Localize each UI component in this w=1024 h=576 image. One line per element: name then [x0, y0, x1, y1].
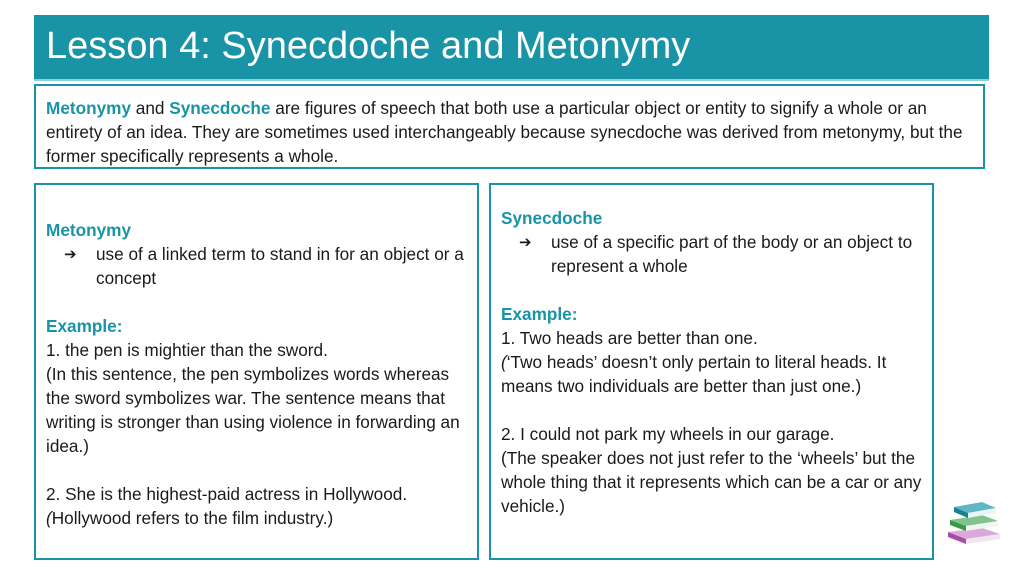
- arrow-icon: ➔: [519, 233, 532, 251]
- metonymy-example-2-note: Hollywood refers to the film industry.): [51, 508, 334, 528]
- intro-term-metonymy: Metonymy: [46, 98, 131, 118]
- metonymy-definition: use of a linked term to stand in for an object or a concept: [96, 244, 464, 288]
- synecdoche-example-1-paren: (: [501, 352, 507, 372]
- metonymy-example-2: 2. She is the highest-paid actress in Hollywood.: [46, 484, 408, 504]
- synecdoche-definition: use of a specific part of the body or an object to represent a whole: [551, 232, 913, 276]
- metonymy-definition-item: [46, 242, 467, 290]
- synecdoche-example-2-note: (The speaker does not just refer to the ‘wheels’ but the whole thing that it represents which can be a car or any vehicle.): [501, 448, 922, 516]
- synecdoche-example-2: 2. I could not park my wheels in our garage.: [501, 424, 835, 444]
- title-bar: [34, 15, 989, 81]
- synecdoche-example-1: 1. Two heads are better than one.: [501, 328, 758, 348]
- synecdoche-example-1-note: ‘Two heads’ doesn’t only pertain to literal heads. It means two individuals are better than just one.): [501, 352, 887, 396]
- metonymy-card: [34, 183, 479, 560]
- metonymy-heading: Metonymy: [46, 220, 131, 240]
- synecdoche-example-heading: Example:: [501, 304, 578, 324]
- metonymy-example-2-paren: (: [46, 508, 52, 528]
- metonymy-example-1-note: (In this sentence, the pen symbolizes words whereas the sword symbolizes war. The sentence means that writing is stronger than using violence in forwarding an idea.): [46, 364, 460, 456]
- arrow-icon: ➔: [64, 245, 77, 263]
- synecdoche-example-1-note-wrap: [501, 350, 922, 398]
- books-icon: [944, 498, 1004, 551]
- metonymy-example-heading: Example:: [46, 316, 123, 336]
- intro-joiner: and: [131, 98, 170, 118]
- intro-text: are figures of speech that both use a particular object or entity to signify a whole or an entirety of an idea. They are sometimes used interchangeably because synecdoche was derived from metonymy, but the former specifically represents a whole.: [46, 98, 963, 166]
- synecdoche-card: [489, 183, 934, 560]
- intro-term-synecdoche: Synecdoche: [169, 98, 271, 118]
- page-title: Lesson 4: Synecdoche and Metonymy: [46, 25, 691, 67]
- metonymy-example-1: 1. the pen is mightier than the sword.: [46, 340, 328, 360]
- metonymy-example-2-note-wrap: [46, 506, 467, 530]
- synecdoche-definition-item: [501, 230, 922, 278]
- intro-box: [34, 84, 985, 169]
- synecdoche-heading: Synecdoche: [501, 208, 603, 228]
